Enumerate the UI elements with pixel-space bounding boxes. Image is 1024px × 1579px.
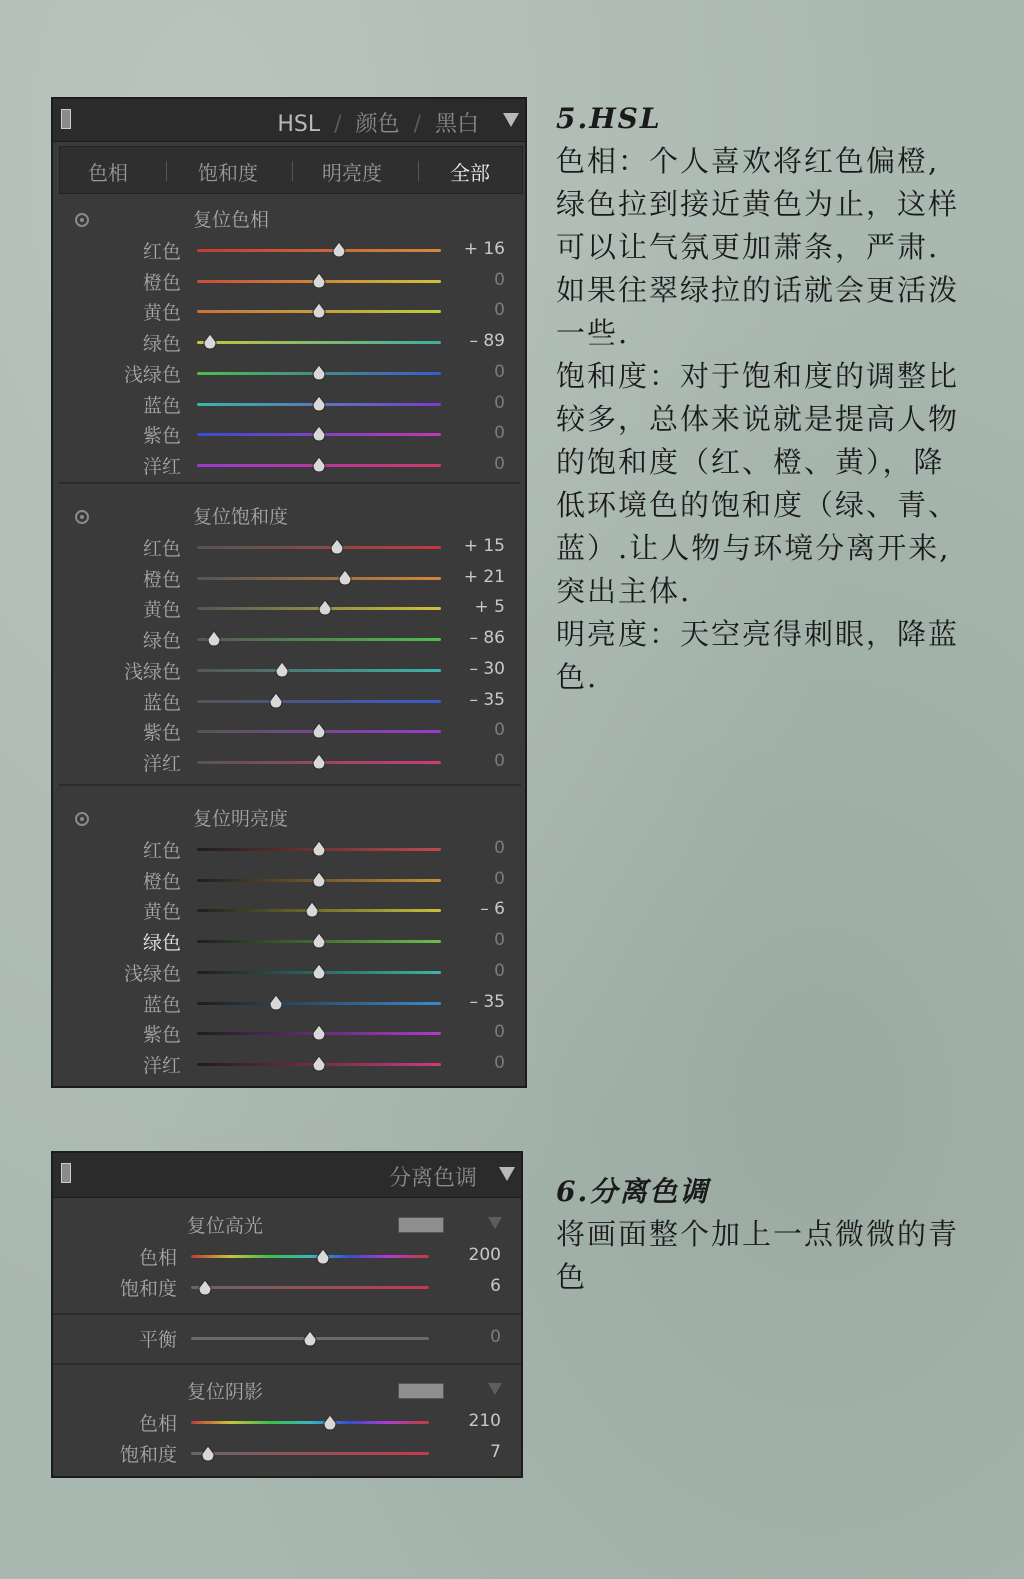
section-divider xyxy=(53,1363,521,1365)
saturation-row-label: 红色 xyxy=(142,538,181,560)
subtab-saturation[interactable]: 饱和度 xyxy=(198,161,258,185)
panel-collapse-icon[interactable] xyxy=(61,1163,71,1183)
saturation-row-value[interactable]: 0 xyxy=(494,720,505,741)
luminance-row-label: 绿色 xyxy=(142,932,181,955)
luminance-row-value[interactable]: – 35 xyxy=(469,991,505,1012)
hue-slider-thumb[interactable] xyxy=(332,242,346,258)
shadow-hue-slider-thumb[interactable] xyxy=(323,1415,337,1431)
luminance-slider-thumb[interactable] xyxy=(312,841,326,857)
section-divider xyxy=(53,1313,521,1315)
hue-row-label: 蓝色 xyxy=(142,394,181,417)
reset-target-icon[interactable] xyxy=(75,812,89,826)
panel-expand-triangle-icon[interactable] xyxy=(503,113,519,127)
highlight-hue-label: 色相 xyxy=(138,1247,177,1269)
hue-row-value[interactable]: 0 xyxy=(494,423,505,444)
section-divider xyxy=(59,482,521,484)
luminance-row-value[interactable]: 0 xyxy=(494,868,505,889)
shadow-saturation-label: 饱和度 xyxy=(119,1444,177,1466)
section-divider xyxy=(59,784,521,786)
balance-value[interactable]: 0 xyxy=(490,1327,501,1347)
hsl-subtabs xyxy=(59,146,523,194)
hue-row-label: 紫色 xyxy=(142,425,181,448)
shadow-picker-triangle-icon[interactable] xyxy=(488,1383,502,1395)
split-toning-panel xyxy=(51,1151,523,1478)
hsl-panel xyxy=(51,97,527,1088)
luminance-slider-track[interactable] xyxy=(197,909,441,912)
luminance-row-value[interactable]: 0 xyxy=(494,1052,505,1073)
saturation-slider-track[interactable] xyxy=(197,546,441,549)
hue-row-value[interactable]: + 16 xyxy=(463,239,505,259)
luminance-row-value[interactable]: 0 xyxy=(494,838,505,858)
saturation-row-label: 紫色 xyxy=(142,722,181,745)
saturation-row-label: 蓝色 xyxy=(142,691,181,714)
split-notes-heading: 6.分离色调 xyxy=(556,1175,710,1208)
reset-hue[interactable]: 复位色相 xyxy=(193,209,270,231)
reset-saturation[interactable]: 复位饱和度 xyxy=(193,506,289,528)
balance-label: 平衡 xyxy=(138,1329,177,1351)
hue-slider-thumb[interactable] xyxy=(312,273,326,289)
saturation-slider-thumb[interactable] xyxy=(312,723,326,739)
shadow-saturation-slider-thumb[interactable] xyxy=(201,1446,215,1462)
hsl-note-line: 绿色拉到接近黄色为止，这样 xyxy=(556,187,960,221)
luminance-slider-thumb[interactable] xyxy=(312,872,326,888)
hsl-notes-body xyxy=(556,140,1001,699)
hsl-note-line: 较多，总体来说就是提高人物 xyxy=(556,402,960,436)
hue-row-label: 红色 xyxy=(142,241,181,263)
shadow-color-swatch[interactable] xyxy=(398,1383,444,1399)
tab-separator: / xyxy=(334,112,342,137)
luminance-slider-thumb[interactable] xyxy=(312,964,326,980)
tab-hsl[interactable]: HSL xyxy=(277,112,321,137)
tab-black-white[interactable]: 黑白 xyxy=(434,112,479,137)
highlight-saturation-track[interactable] xyxy=(191,1286,429,1289)
saturation-slider-track[interactable] xyxy=(197,669,441,672)
saturation-slider-thumb[interactable] xyxy=(338,570,352,586)
hue-row-value[interactable]: 0 xyxy=(494,392,505,413)
shadow-saturation-track[interactable] xyxy=(191,1452,429,1455)
saturation-slider-track[interactable] xyxy=(197,638,441,641)
saturation-row-label: 黄色 xyxy=(142,599,181,622)
hsl-note-line: 可以让气氛更加萧条，严肃. xyxy=(556,230,940,264)
subtab-all[interactable]: 全部 xyxy=(450,161,490,185)
luminance-slider-thumb[interactable] xyxy=(312,1025,326,1041)
balance-slider-thumb[interactable] xyxy=(303,1331,317,1347)
shadow-hue-track[interactable] xyxy=(191,1421,429,1424)
highlight-picker-triangle-icon[interactable] xyxy=(488,1217,502,1229)
luminance-slider-thumb[interactable] xyxy=(312,933,326,949)
hue-row-value[interactable]: 0 xyxy=(494,453,505,474)
saturation-row-value[interactable]: – 35 xyxy=(469,689,505,710)
subtab-luminance[interactable]: 明亮度 xyxy=(322,161,382,185)
hue-slider-thumb[interactable] xyxy=(312,396,326,412)
luminance-row-label: 橙色 xyxy=(142,870,181,893)
reset-luminance[interactable]: 复位明亮度 xyxy=(193,808,289,830)
luminance-row-value[interactable]: – 6 xyxy=(480,899,505,920)
saturation-slider-thumb[interactable] xyxy=(318,600,332,616)
hue-slider-track[interactable] xyxy=(197,249,441,252)
luminance-row-label: 浅绿色 xyxy=(123,962,181,985)
hsl-note-line: 明亮度：天空亮得刺眼，降蓝 xyxy=(556,617,960,651)
saturation-slider-thumb[interactable] xyxy=(312,754,326,770)
saturation-slider-thumb[interactable] xyxy=(330,539,344,555)
luminance-row-value[interactable]: 0 xyxy=(494,1022,505,1043)
hsl-note-line: 突出主体. xyxy=(556,574,692,608)
split-note-line: 色 xyxy=(556,1260,588,1294)
subtab-divider xyxy=(166,161,167,181)
hue-slider-thumb[interactable] xyxy=(312,303,326,319)
subtab-divider xyxy=(418,161,419,181)
hsl-panel-header xyxy=(53,99,525,142)
subtab-divider xyxy=(292,161,293,181)
luminance-row-value[interactable]: 0 xyxy=(494,930,505,951)
highlight-hue-slider-thumb[interactable] xyxy=(316,1249,330,1265)
hsl-note-line: 色. xyxy=(556,660,599,694)
panel-expand-triangle-icon[interactable] xyxy=(499,1167,515,1181)
saturation-slider-thumb[interactable] xyxy=(275,662,289,678)
saturation-slider-thumb[interactable] xyxy=(207,631,221,647)
hue-slider-thumb[interactable] xyxy=(312,426,326,442)
highlight-color-swatch[interactable] xyxy=(398,1217,444,1233)
luminance-row-label: 蓝色 xyxy=(142,993,181,1016)
luminance-slider-track[interactable] xyxy=(197,1002,441,1005)
luminance-slider-thumb[interactable] xyxy=(305,902,319,918)
saturation-row-value[interactable]: + 21 xyxy=(463,566,505,587)
hue-row-value[interactable]: 0 xyxy=(494,269,505,290)
subtab-hue[interactable]: 色相 xyxy=(88,161,128,185)
saturation-row-label: 浅绿色 xyxy=(123,660,181,683)
hue-row-label: 绿色 xyxy=(142,333,181,356)
hue-slider-thumb[interactable] xyxy=(203,334,217,350)
tab-separator: / xyxy=(413,112,421,137)
hue-row-label: 浅绿色 xyxy=(123,363,181,386)
reset-highlights[interactable]: 复位高光 xyxy=(187,1215,264,1237)
highlight-hue-track[interactable] xyxy=(191,1255,429,1258)
hsl-note-line: 饱和度：对于饱和度的调整比 xyxy=(556,359,960,393)
luminance-row-label: 紫色 xyxy=(142,1024,181,1047)
saturation-slider-thumb[interactable] xyxy=(269,693,283,709)
saturation-row-value[interactable]: 0 xyxy=(494,750,505,771)
tab-color[interactable]: 颜色 xyxy=(355,112,400,137)
reset-target-icon[interactable] xyxy=(75,510,89,524)
split-toning-title: 分离色调 xyxy=(388,1166,477,1191)
hue-row-value[interactable]: – 89 xyxy=(469,331,505,352)
luminance-row-label: 红色 xyxy=(142,840,181,862)
highlight-hue-value[interactable]: 200 xyxy=(468,1245,501,1265)
saturation-row-value[interactable]: – 86 xyxy=(469,628,505,649)
highlight-saturation-label: 饱和度 xyxy=(119,1278,177,1300)
hue-row-label: 黄色 xyxy=(142,302,181,325)
luminance-row-label: 洋红 xyxy=(142,1054,181,1077)
split-notes xyxy=(556,1170,1001,1299)
saturation-row-label: 绿色 xyxy=(142,630,181,653)
saturation-slider-track[interactable] xyxy=(197,700,441,703)
saturation-row-value[interactable]: – 30 xyxy=(469,658,505,679)
hsl-note-line: 蓝）.让人物与环境分离开来, xyxy=(556,531,951,565)
saturation-row-value[interactable]: + 5 xyxy=(474,597,505,618)
saturation-row-label: 洋红 xyxy=(142,752,181,775)
reset-target-icon[interactable] xyxy=(75,213,89,227)
luminance-row-value[interactable]: 0 xyxy=(494,960,505,981)
hsl-note-line: 的饱和度（红、橙、黄），降 xyxy=(556,445,945,479)
hue-row-value[interactable]: 0 xyxy=(494,361,505,382)
hsl-note-line: 色相：个人喜欢将红色偏橙, xyxy=(556,144,940,178)
saturation-row-label: 橙色 xyxy=(142,568,181,591)
shadow-hue-label: 色相 xyxy=(138,1413,177,1435)
shadow-hue-value[interactable]: 210 xyxy=(468,1411,501,1431)
hsl-note-line: 一些. xyxy=(556,316,630,350)
hsl-notes xyxy=(556,97,1001,699)
highlight-saturation-slider-thumb[interactable] xyxy=(198,1280,212,1296)
hsl-notes-heading: 5.HSL xyxy=(556,102,662,135)
split-note-line: 将画面整个加上一点微微的青 xyxy=(556,1217,960,1251)
saturation-slider-track[interactable] xyxy=(197,577,441,580)
hue-slider-track[interactable] xyxy=(197,341,441,344)
hsl-header-tabs xyxy=(277,107,479,138)
shadow-saturation-value[interactable]: 7 xyxy=(490,1442,501,1462)
highlight-saturation-value[interactable]: 6 xyxy=(490,1276,501,1296)
hue-row-value[interactable]: 0 xyxy=(494,300,505,321)
luminance-slider-thumb[interactable] xyxy=(312,1056,326,1072)
split-toning-header xyxy=(53,1153,521,1198)
hue-slider-thumb[interactable] xyxy=(312,457,326,473)
saturation-row-value[interactable]: + 15 xyxy=(463,536,505,556)
reset-shadows[interactable]: 复位阴影 xyxy=(187,1381,264,1403)
hsl-note-line: 低环境色的饱和度（绿、青、 xyxy=(556,488,960,522)
luminance-slider-thumb[interactable] xyxy=(269,995,283,1011)
hue-slider-thumb[interactable] xyxy=(312,365,326,381)
hue-row-label: 橙色 xyxy=(142,271,181,294)
hsl-note-line: 如果往翠绿拉的话就会更活泼 xyxy=(556,273,960,307)
panel-collapse-icon[interactable] xyxy=(61,109,71,129)
split-notes-body xyxy=(556,1213,1001,1299)
luminance-row-label: 黄色 xyxy=(142,901,181,924)
hue-row-label: 洋红 xyxy=(142,455,181,478)
